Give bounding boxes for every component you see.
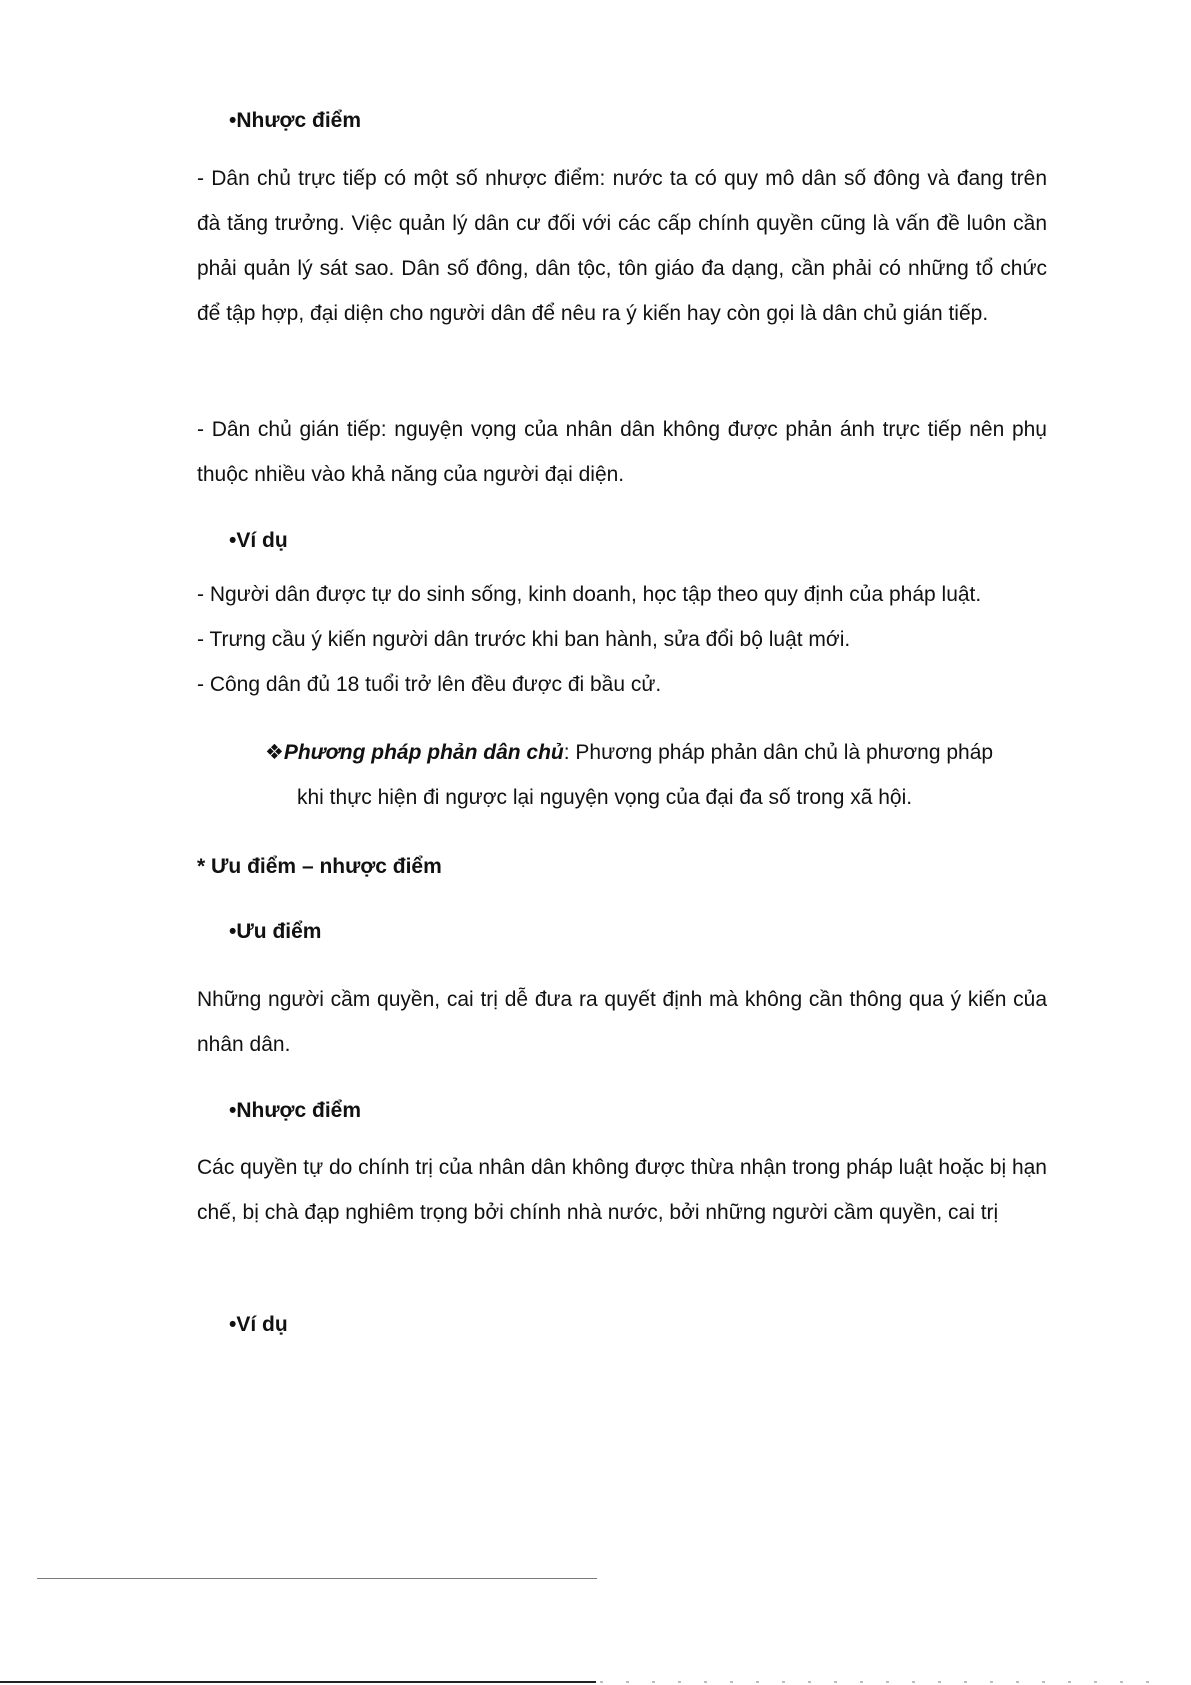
paragraph-nhuoc-diem-2: Các quyền tự do chính trị của nhân dân không được thừa nhận trong pháp luật hoặc bị hạn chế, bị chà đạp nghiêm trọng bởi chính nhà nước, bởi những người cầm quyền, cai trị	[197, 1156, 1047, 1224]
method-definition-line-2: khi thực hiện đi ngược lại nguyện vọng của đại đa số trong xã hội.	[297, 786, 913, 809]
bullet-icon: •	[229, 1099, 237, 1122]
method-definition	[265, 730, 1045, 820]
page-bottom-dotted-edge	[600, 1681, 1160, 1683]
bullet-icon: •	[229, 920, 237, 943]
example-line-3: - Công dân đủ 18 tuổi trở lên đều được đi bầu cử.	[197, 673, 662, 696]
heading-vi-du-2	[229, 1310, 288, 1340]
paragraph-nhuoc-diem-truc-tiep: - Dân chủ trực tiếp có một số nhược điểm: nước ta có quy mô dân số đông và đang trên đà tăng trưởng. Việc quản lý dân cư đối với các cấp chính quyền cũng là vấn đề luôn cần phải quản lý sát sao. Dân số đông, dân tộc, tôn giáo đa dạng, cần phải có những tổ chức để tập hợp, đại diện cho người dân để nêu ra ý kiến hay còn gọi là dân chủ gián tiếp.	[197, 167, 1047, 325]
heading-text: Ví dụ	[236, 529, 288, 552]
heading-nhuoc-diem-2	[229, 1096, 361, 1126]
diamond-bullet-icon: ❖	[265, 741, 284, 764]
paragraph-dan-chu-gian-tiep: - Dân chủ gián tiếp: nguyện vọng của nhân dân không được phản ánh trực tiếp nên phụ thuộc nhiều vào khả năng của người đại diện.	[197, 418, 1047, 486]
method-term: Phương pháp phản dân chủ	[283, 741, 564, 764]
heading-text: Ví dụ	[236, 1313, 288, 1336]
heading-text: Ưu điểm	[236, 920, 322, 943]
paragraph-uu-diem: Những người cầm quyền, cai trị dễ đưa ra quyết định mà không cần thông qua ý kiến của nhân dân.	[197, 988, 1047, 1056]
heading-nhuoc-diem-1	[229, 106, 361, 136]
page-bottom-rule	[0, 1681, 596, 1683]
bullet-icon: •	[229, 109, 237, 132]
heading-text: Nhược điểm	[236, 1099, 362, 1122]
bullet-icon: •	[229, 1313, 237, 1336]
example-line-2: - Trưng cầu ý kiến người dân trước khi ban hành, sửa đổi bộ luật mới.	[197, 628, 851, 651]
heading-uu-nhuoc-diem: * Ưu điểm – nhược điểm	[197, 855, 442, 878]
example-line-1: - Người dân được tự do sinh sống, kinh doanh, học tập theo quy định của pháp luật.	[197, 583, 982, 606]
heading-vi-du-1	[229, 526, 288, 556]
bullet-icon: •	[229, 529, 237, 552]
heading-uu-diem	[229, 917, 321, 947]
method-definition-line-1: : Phương pháp phản dân chủ là phương pháp	[563, 741, 994, 764]
heading-text: Nhược điểm	[236, 109, 362, 132]
footnote-separator	[37, 1578, 597, 1579]
